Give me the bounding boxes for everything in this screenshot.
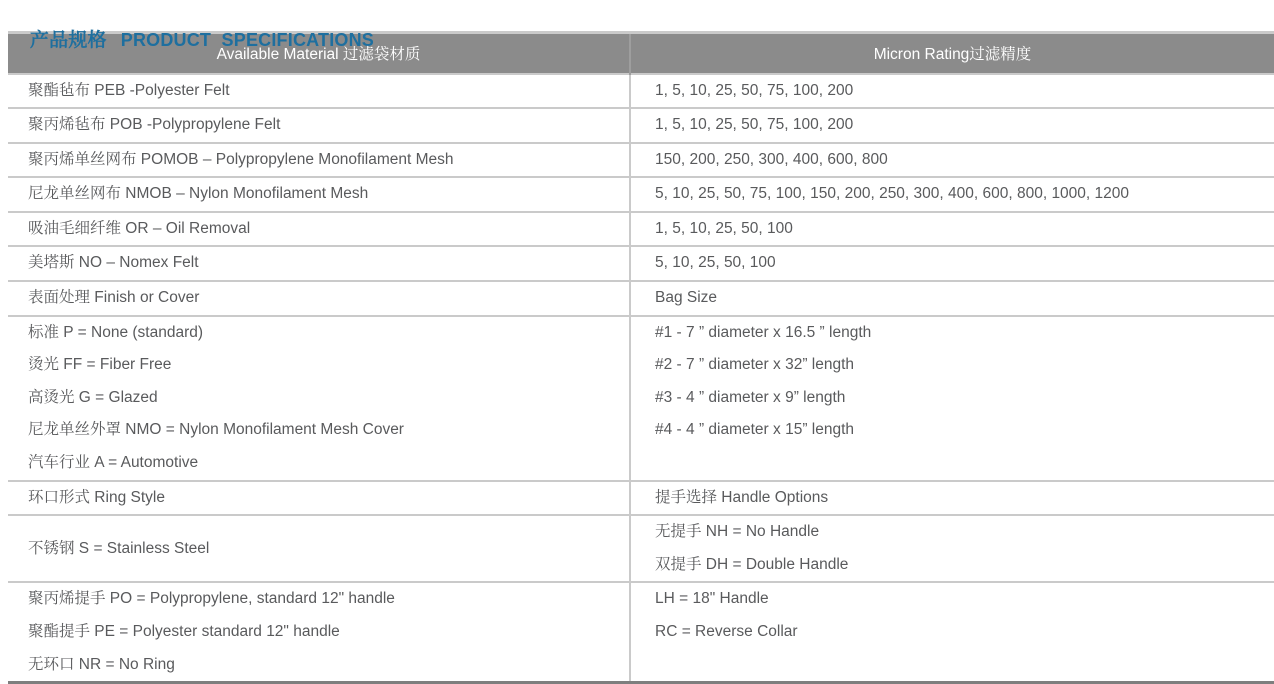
table-row xyxy=(8,108,1274,143)
cell-line: 高烫光 G = Glazed xyxy=(28,388,158,406)
table-row xyxy=(8,246,1274,281)
page-title xyxy=(8,4,1274,51)
cell-line: #1 - 7 ” diameter x 16.5 ” length xyxy=(655,323,872,341)
cell-line: 1, 5, 10, 25, 50, 75, 100, 200 xyxy=(655,116,854,134)
cell-line: LH = 18" Handle xyxy=(655,590,769,608)
cell-left xyxy=(8,177,630,212)
cell-line: 标准 P = None (standard) xyxy=(28,323,204,341)
cell-line: 汽车行业 A = Automotive xyxy=(28,454,199,472)
cell-line: Bag Size xyxy=(655,289,718,307)
cell-right xyxy=(630,212,1274,247)
cell-left xyxy=(8,316,630,481)
cell-line: 不锈钢 S = Stainless Steel xyxy=(28,539,210,557)
cell-left xyxy=(8,481,630,516)
cell-left xyxy=(8,74,630,109)
cell-right xyxy=(630,108,1274,143)
table-row xyxy=(8,481,1274,516)
table-row xyxy=(8,582,1274,682)
cell-left xyxy=(8,246,630,281)
cell-line: 聚丙烯提手 PO = Polypropylene, standard 12" handle xyxy=(28,590,395,608)
cell-right xyxy=(630,177,1274,212)
cell-line: 环口形式 Ring Style xyxy=(28,488,165,506)
cell-right xyxy=(630,281,1274,316)
table-row xyxy=(8,74,1274,109)
cell-line: 无环口 NR = No Ring xyxy=(28,655,175,673)
cell-right xyxy=(630,143,1274,178)
table-row xyxy=(8,177,1274,212)
cell-line: 吸油毛细纤维 OR – Oil Removal xyxy=(28,219,251,237)
cell-line: 5, 10, 25, 50, 100 xyxy=(655,254,776,272)
cell-line: #3 - 4 ” diameter x 9” length xyxy=(655,388,846,406)
cell-left xyxy=(8,281,630,316)
cell-line: 150, 200, 250, 300, 400, 600, 800 xyxy=(655,150,888,168)
cell-line: 聚丙烯毡布 POB -Polypropylene Felt xyxy=(28,116,281,134)
cell-left xyxy=(8,143,630,178)
cell-right xyxy=(630,582,1274,682)
cell-line: 尼龙单丝外罩 NMO = Nylon Monofilament Mesh Cover xyxy=(28,421,404,439)
header-available-material: Available Material 过滤袋材质 xyxy=(8,33,630,74)
page-title-en: PRODUCT SPECIFICATIONS xyxy=(120,30,375,50)
cell-line: 聚酯毡布 PEB -Polyester Felt xyxy=(28,81,230,99)
cell-line: 5, 10, 25, 50, 75, 100, 150, 200, 250, 300, 400, 600, 800, 1000, 1200 xyxy=(655,185,1130,203)
cell-right xyxy=(630,246,1274,281)
cell-right xyxy=(630,481,1274,516)
cell-left xyxy=(8,212,630,247)
table-row xyxy=(8,281,1274,316)
cell-left xyxy=(8,515,630,582)
table-row xyxy=(8,316,1274,481)
cell-line: 烫光 FF = Fiber Free xyxy=(28,356,172,374)
cell-right xyxy=(630,515,1274,582)
cell-line: 聚酯提手 PE = Polyester standard 12" handle xyxy=(28,623,340,640)
cell-right xyxy=(630,316,1274,481)
cell-line: 表面处理 Finish or Cover xyxy=(28,289,200,307)
cell-line: #4 - 4 ” diameter x 15” length xyxy=(655,421,855,439)
cell-line: 1, 5, 10, 25, 50, 75, 100, 200 xyxy=(655,81,854,99)
cell-line: 美塔斯 NO – Nomex Felt xyxy=(28,254,199,272)
table-row xyxy=(8,212,1274,247)
product-specifications-table xyxy=(8,31,1274,684)
cell-line: #2 - 7 ” diameter x 32” length xyxy=(655,356,855,374)
cell-line: 尼龙单丝网布 NMOB – Nylon Monofilament Mesh xyxy=(28,185,369,203)
table-row xyxy=(8,515,1274,582)
cell-line: 聚丙烯单丝网布 POMOB – Polypropylene Monofilament Mesh xyxy=(28,150,454,168)
cell-line: 无提手 NH = No Handle xyxy=(655,523,820,541)
cell-line: 双提手 DH = Double Handle xyxy=(655,555,849,573)
table-body xyxy=(8,74,1274,683)
cell-right xyxy=(630,74,1274,109)
cell-line: 1, 5, 10, 25, 50, 100 xyxy=(655,219,793,237)
cell-line: 提手选择 Handle Options xyxy=(655,488,829,506)
page-title-zh: 产品规格 xyxy=(29,30,107,51)
table-row xyxy=(8,143,1274,178)
header-micron-rating: Micron Rating过滤精度 xyxy=(630,33,1274,74)
cell-line: RC = Reverse Collar xyxy=(655,623,798,640)
cell-left xyxy=(8,108,630,143)
cell-left xyxy=(8,582,630,682)
